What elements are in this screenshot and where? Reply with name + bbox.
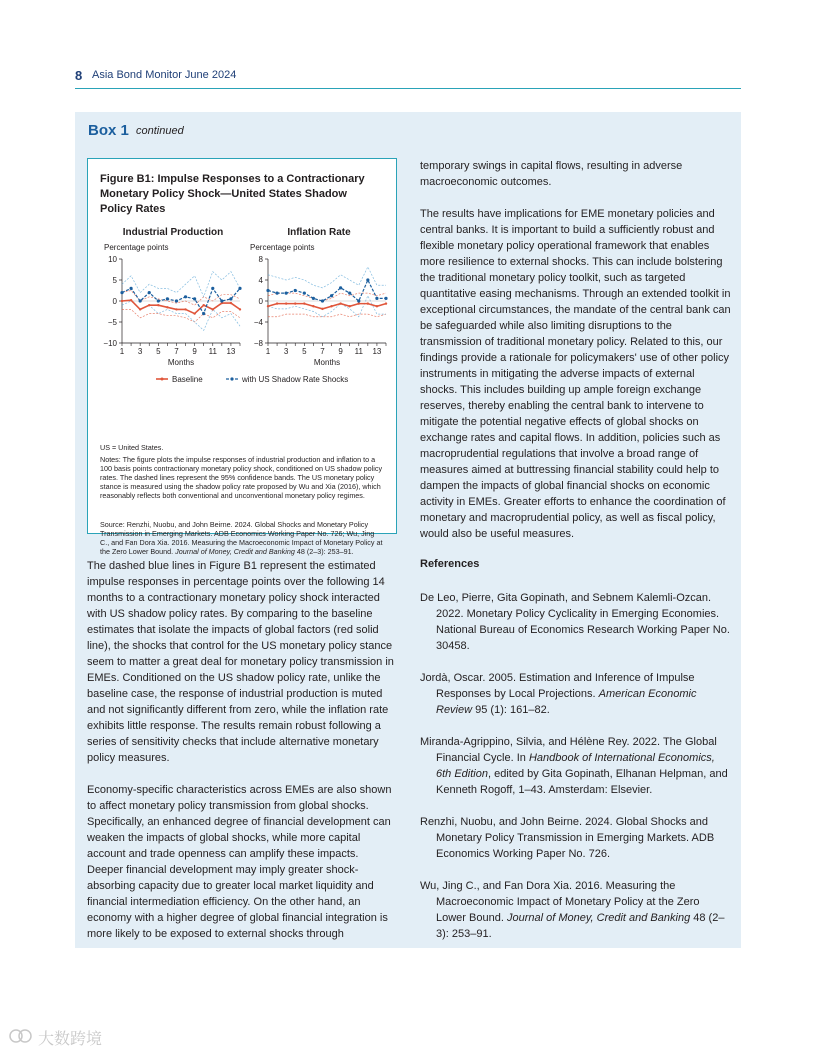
x-tick-label: 5 (156, 347, 161, 356)
figure-abbrev: US = United States. (100, 443, 164, 452)
x-tick-label: 11 (354, 347, 363, 356)
baseline-point (130, 299, 132, 301)
y-axis-label: Percentage points (104, 243, 169, 252)
x-tick-label: 5 (302, 347, 307, 356)
x-tick-label: 9 (192, 347, 197, 356)
baseline-point (193, 312, 195, 314)
watermark-text: 大数跨境 (38, 1031, 103, 1048)
x-tick-label: 3 (283, 347, 289, 356)
baseline-point (230, 302, 232, 304)
ref-miranda-rest: , edited by Gita Gopinath, Elhanan Helpman, and Kenneth Rogoff, 1–43. Amsterdam: Elsevier. (436, 768, 728, 796)
baseline-point (202, 304, 204, 306)
shadow-rate-point (220, 299, 223, 302)
baseline-point (348, 305, 350, 307)
baseline-point (285, 302, 287, 304)
legend-baseline-label: Baseline (172, 375, 203, 384)
shadow-rate-point (357, 299, 360, 302)
baseline-point (358, 302, 360, 304)
shadow-rate-point (202, 312, 205, 315)
shadow-rate-point (348, 292, 351, 295)
y-tick-label: 10 (108, 255, 117, 264)
reference-wu (420, 878, 732, 942)
box-panel (75, 112, 741, 948)
baseline-point (139, 308, 141, 310)
references-heading: References (420, 558, 480, 570)
paragraph-3: temporary swings in capital flows, resulting in adverse macroeconomic outcomes. (420, 160, 683, 188)
legend-baseline-marker (161, 378, 164, 381)
x-axis-label: Months (167, 358, 195, 367)
baseline-point (312, 305, 314, 307)
x-tick-label: 1 (119, 347, 125, 356)
shadow-rate-point (211, 287, 214, 290)
y-axis-label: Percentage points (250, 243, 315, 252)
ref-wu-vol: 48 (2–3): 253–91. (436, 912, 725, 940)
shadow-rate-point (129, 287, 132, 290)
legend-shadow-label: with US Shadow Rate Shocks (242, 375, 349, 384)
x-tick-label: 7 (174, 347, 179, 356)
shadow-rate-line (268, 280, 386, 301)
shadow-rate-point (303, 292, 306, 295)
shadow-rate-point (312, 297, 315, 300)
baseline-point (385, 302, 387, 304)
figure-b1 (87, 158, 397, 556)
reference-renzhi: Renzhi, Nuobu, and John Beirne. 2024. Global Shocks and Monetary Policy Transmission in Emerging Markets. ADB Economics Working Paper No. 726. (420, 816, 715, 860)
source-suffix: 48 (2–3): 253–91. (296, 547, 354, 556)
baseline-point (239, 308, 241, 310)
paragraph-4: The results have implications for EME monetary policies and central banks. It is important to build a sufficiently robust and flexible monetary policy operational framework that enables more resilience to external shocks. This can include bolstering the traditional monetary policy toolkit, such as targeted quantitative easing mechanisms. Through an extended toolkit in exceptional circumstances, the mandate of the central bank can be safeguarded while also limiting disruptions to the transmission of traditional monetary policy. Related to this, our findings provide a rationale for policymakers' use of other policy instruments in mitigating the adverse impacts of external shocks. This includes building up ample foreign exchange reserves, thereby enabling the central bank to intervene to mitigate the potential negative effects of global shocks on exchange rates and capital flows. In addition, policies such as macroprudential regulations that involve a broad range of measures aimed at buttressing financial stability could help to dampen the impacts of global financial shocks on economic activity in EMEs. Greater efforts to enhance the coordination of monetary and macroprudential policy, as well as fiscal policy, would also be useful measures. (420, 208, 731, 540)
shadow-rate-point (157, 299, 160, 302)
publication-title: Asia Bond Monitor June 2024 (92, 69, 237, 81)
y-tick-label: −10 (103, 339, 117, 348)
y-tick-label: −8 (253, 339, 263, 348)
shadow-rate-point (375, 297, 378, 300)
shadow-rate-point (294, 289, 297, 292)
x-tick-label: 11 (208, 347, 217, 356)
source-journal: Journal of Money, Credit and Banking (175, 547, 295, 556)
paragraph-2: Economy-specific characteristics across EMEs are also shown to affect monetary policy transmission from global shocks. Specifically, an enhanced degree of financial development can weaken the impacts of global shocks, while more capital account and trade openness can amplify these impacts. Deeper financial development may imply greater shock-absorbing capacity due to greater local market liquidity and financial intermediation efficiency. On the other hand, an economy with a higher degree of global financial integration is more likely to be exposed to external shocks through (87, 784, 392, 940)
shadow-rate-point (175, 299, 178, 302)
baseline-point (367, 302, 369, 304)
baseline-point (376, 305, 378, 307)
x-tick-label: 13 (372, 347, 382, 356)
ref-miranda-book: Handbook of International Economics, 6th Edition (436, 752, 715, 780)
shadow-rate-point (285, 292, 288, 295)
reference-deleo: De Leo, Pierre, Gita Gopinath, and Sebnem Kalemli-Ozcan. 2022. Monetary Policy Cyclicality in Emerging Economies. National Bureau of Economics Research Working Paper No. 30458. (420, 592, 730, 652)
legend-shadow-marker (230, 377, 233, 380)
baseline-point (267, 305, 269, 307)
baseline-point (294, 302, 296, 304)
y-tick-label: 4 (258, 276, 263, 285)
ref-wu-journal: Journal of Money, Credit and Banking (506, 912, 691, 924)
confidence-band (268, 296, 386, 317)
shadow-rate-point (148, 291, 151, 294)
figure-source (100, 520, 384, 556)
confidence-band (122, 301, 240, 330)
shadow-rate-point (184, 295, 187, 298)
shadow-rate-point (366, 278, 369, 281)
confidence-band (122, 272, 240, 297)
shadow-rate-point (193, 297, 196, 300)
chart-title: Inflation Rate (287, 227, 351, 238)
ref-miranda-text: Miranda-Agrippino, Silvia, and Hélène Rey. 2022. The Global Financial Cycle. In (420, 736, 717, 764)
baseline-point (175, 308, 177, 310)
baseline-point (212, 308, 214, 310)
box-continued: continued (136, 125, 184, 137)
figure-title: Figure B1: Impulse Responses to a Contractionary Monetary Policy Shock—United States Shadow Policy Rates (100, 173, 365, 215)
paragraph-1: The dashed blue lines in Figure B1 represent the estimated impulse responses in percentage points over the following 14 months to a contractionary monetary policy shock interacted with US shadow policy rates. By comparing to the baseline estimates that isolate the impacts of global factors (red solid line), the shocks that control for the US monetary policy stance seem to matter a great deal for monetary policy transmission in EMEs. Conditioned on the US shadow policy rate, unlike the baseline case, the response of industrial production is muted and not significantly different from zero, while the inflation rate exhibits little response. The results remain robust following a series of sensitivity checks that include alternative monetary policy measures. (87, 560, 394, 764)
shadow-rate-point (321, 299, 324, 302)
shadow-rate-point (384, 297, 387, 300)
ref-jorda-journal: American Economic Review (436, 688, 697, 716)
baseline-point (148, 304, 150, 306)
baseline-point (321, 308, 323, 310)
y-tick-label: −4 (253, 318, 263, 327)
figure-notes: Notes: The figure plots the impulse responses of industrial production and inflation to a 100 basis points contractionary monetary policy shock, conditioned on US shadow policy rates. The dashed lines represent the 95% confidence bands. The US monetary policy stance is measured using the shadow policy rate proposed by Wu and Xia (2016), which reasonably reflects both conventional and unconventional monetary policy regimes. (100, 455, 383, 500)
chart-title: Industrial Production (122, 227, 224, 238)
ref-wu-text: Wu, Jing C., and Fan Dora Xia. 2016. Measuring the Macroeconomic Impact of Monetary Policy at the Zero Lower Bound. (420, 880, 700, 924)
y-tick-label: 5 (112, 276, 117, 285)
source-prefix: Source: Renzhi, Nuobu, and John Beirne. 2024. Global Shocks and Monetary Policy Transmission in Emerging Markets. ADB Economics Working Paper No. 726; Wu, Jing C., and Fan Dora Xia. 2016. Measuring the Macroeconomic Impact of Monetary Policy at the Zero Lower Bound. (100, 520, 383, 556)
shadow-rate-point (275, 292, 278, 295)
shadow-rate-point (339, 286, 342, 289)
shadow-rate-point (139, 299, 142, 302)
x-axis-label: Months (313, 358, 341, 367)
ref-jorda-text: Jordà, Oscar. 2005. Estimation and Inference of Impulse Responses by Local Projections. (420, 672, 695, 700)
x-tick-label: 9 (338, 347, 343, 356)
x-tick-label: 7 (320, 347, 325, 356)
baseline-point (121, 300, 123, 302)
watermark-icon (8, 1028, 34, 1044)
shadow-rate-point (166, 297, 169, 300)
baseline-point (339, 302, 341, 304)
baseline-point (276, 302, 278, 304)
y-tick-label: 0 (258, 297, 263, 306)
x-tick-label: 1 (265, 347, 271, 356)
baseline-point (184, 308, 186, 310)
reference-jorda (420, 670, 732, 718)
page-number: 8 (75, 68, 83, 83)
ref-jorda-vol: 95 (1): 161–82. (475, 704, 550, 716)
y-tick-label: −5 (107, 318, 117, 327)
confidence-band (268, 267, 386, 288)
shadow-rate-point (330, 294, 333, 297)
shadow-rate-point (120, 291, 123, 294)
shadow-rate-point (266, 289, 269, 292)
reference-miranda (420, 734, 732, 798)
shadow-rate-point (229, 297, 232, 300)
box-label: Box 1 (88, 122, 129, 139)
confidence-band (268, 314, 386, 317)
x-tick-label: 3 (137, 347, 143, 356)
x-tick-label: 13 (226, 347, 236, 356)
confidence-band (122, 309, 240, 322)
baseline-point (166, 306, 168, 308)
baseline-point (157, 304, 159, 306)
y-tick-label: 8 (258, 255, 263, 264)
shadow-rate-point (238, 287, 241, 290)
baseline-point (330, 305, 332, 307)
baseline-point (303, 302, 305, 304)
impulse-response-charts (88, 221, 396, 447)
page-header (75, 66, 741, 89)
y-tick-label: 0 (112, 297, 117, 306)
